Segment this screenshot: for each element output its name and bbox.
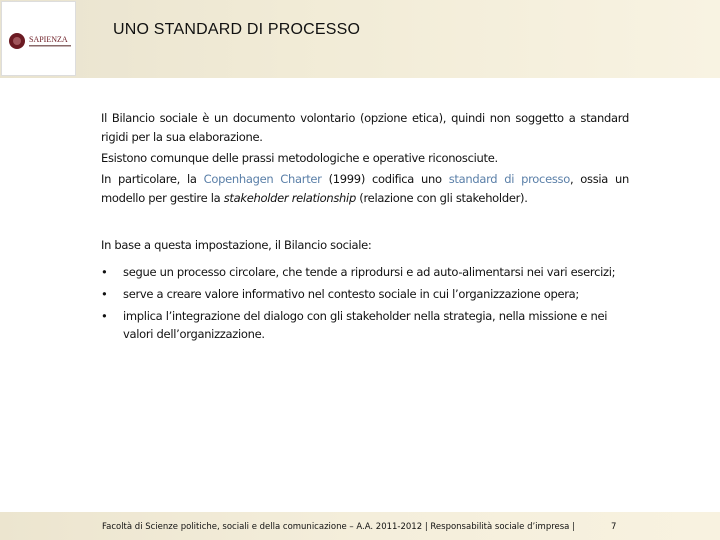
standard-di-processo-link: standard di processo — [448, 172, 570, 186]
svg-text:SAPIENZA: SAPIENZA — [29, 35, 68, 44]
bullet-icon: • — [101, 287, 108, 301]
paragraph-3: In particolare, la Copenhagen Charter (1999) codifica uno standard di processo, ossia un modello per gestire la stakeholder relationship (relazione con gli stakeholder). — [101, 172, 629, 205]
copenhagen-charter-link: Copenhagen Charter — [203, 172, 322, 186]
bullet-icon: • — [101, 309, 108, 323]
slide-header — [0, 0, 720, 78]
list-item: • implica l’integrazione del dialogo con gli stakeholder nella strategia, nella missione e nei valori dell’organizzazione. — [101, 309, 608, 341]
paragraph-2: Esistono comunque delle prassi metodologiche e operative riconosciute. — [101, 151, 498, 165]
slide-body — [101, 109, 629, 347]
sapienza-seal-icon — [2, 2, 75, 75]
intro-text: In base a questa impostazione, il Bilancio sociale: — [101, 238, 372, 252]
bullet-list — [101, 263, 629, 343]
list-item: • serve a creare valore informativo nel contesto sociale in cui l’organizzazione opera; — [101, 287, 579, 301]
sapienza-logo — [1, 1, 76, 76]
slide-title: UNO STANDARD DI PROCESSO — [113, 21, 361, 38]
list-item: • segue un processo circolare, che tende a riprodursi e ad auto-alimentarsi nei vari esercizi; — [101, 265, 616, 279]
paragraph-1: Il Bilancio sociale è un documento volontario (opzione etica), quindi non soggetto a standard rigidi per la sua elaborazione. — [101, 111, 629, 144]
slide-footer — [0, 512, 720, 540]
bullet-icon: • — [101, 265, 108, 279]
page-number: 7 — [611, 522, 617, 532]
footer-text: Facoltà di Scienze politiche, sociali e della comunicazione – A.A. 2011-2012 | Responsabilità sociale d’impresa | — [102, 522, 575, 532]
